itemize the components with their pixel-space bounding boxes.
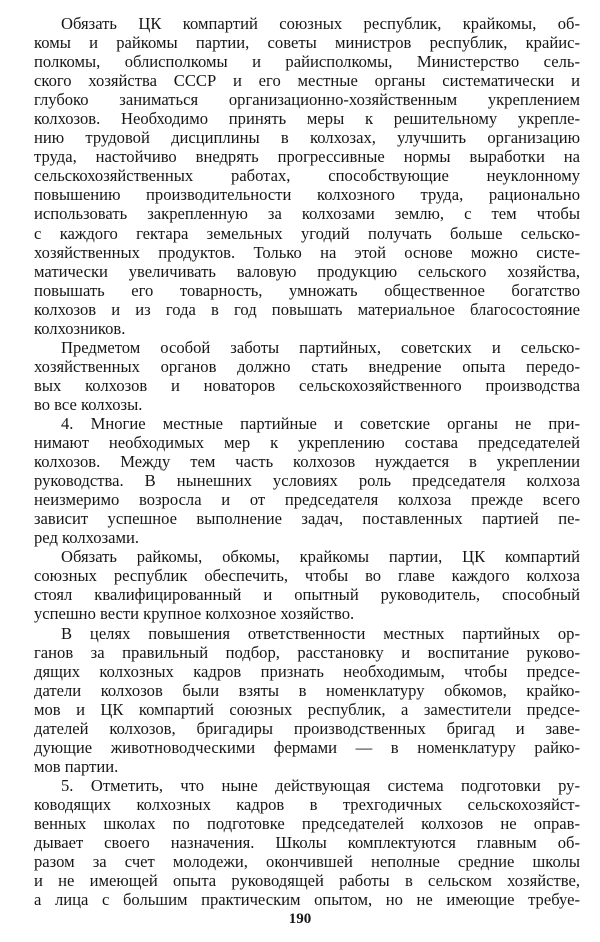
text-line: труда, настойчиво внедрять прогрессивные нормы выработки на [34,147,580,167]
text-line: комы и райкомы партии, советы министров республик, крайис- [34,33,580,53]
text-line: полкомы, облисполкомы и райисполкомы, Министерство сель- [34,52,580,72]
text-line: колхозников. [34,318,126,338]
text-line: хозяйственных продуктов. Только на этой основе можно систе- [34,242,580,262]
text-line: союзных республик обеспечить, чтобы во главе каждого колхоза [34,566,580,586]
page-number: 190 [288,911,312,927]
paragraph [34,776,580,909]
text-line: мов партии. [34,756,119,776]
text-line: зависит успешное выполнение задач, поставленных партией пе- [34,509,580,529]
text-line: 5. Отметить, что ныне действующая система подготовки ру- [61,775,580,795]
paragraph [34,338,580,414]
text-line: использовать закрепленную за колхозами землю, с тем чтобы [34,204,580,224]
text-line: Обязать ЦК компартий союзных республик, крайкомы, об- [61,14,580,33]
text-line: повышать его товарность, умножать общественное богатство [34,280,580,300]
text-line: дящих колхозных кадров признать необходимым, чтобы предсе- [34,661,580,681]
text-line: хозяйственных органов должно стать внедрение опыта передо- [34,356,580,376]
text-line: ганов за правильный подбор, расстановку и воспитание руково- [34,642,580,662]
text-line: мов и ЦК компартий союзных республик, а заместители предсе- [34,699,580,719]
text-line: датели колхозов были взяты в номенклатуру обкомов, крайко- [34,680,580,700]
text-line: 4. Многие местные партийные и советские органы не при- [61,413,580,433]
text-line: Предметом особой заботы партийных, советских и сельско- [61,337,580,357]
text-line: разом за счет молодежи, окончившей неполные средние школы [34,852,580,872]
text-line: во все колхозы. [34,394,143,414]
text-line: нию трудовой дисциплины в колхозах, улучшить организацию [34,128,580,148]
text-line: глубоко заниматься организационно-хозяйственным укреплением [34,90,580,110]
text-line: колхозов и из года в год повышать материальное благосостояние [34,299,580,319]
text-line: стоял квалифицированный и опытный руководитель, способный [34,585,580,605]
text-line: а лица с большим практическим опытом, но не имеющие требуе- [34,890,580,910]
text-line: матически увеличивать валовую продукцию сельского хозяйства, [34,261,580,281]
text-line: ред колхозами. [34,528,140,548]
text-line: вых колхозов и новаторов сельскохозяйственного производства [34,375,580,395]
text-line: дующие животноводческими фермами — в номенклатуру райко- [34,737,580,757]
paragraph [34,547,580,623]
text-line: В целях повышения ответственности местных партийных ор- [61,623,580,643]
paragraph [34,14,580,338]
paragraph [34,414,580,547]
text-line: дателей колхозов, бригадиры производственных бригад и заве- [34,718,580,738]
text-line: колхозов. Между тем часть колхозов нуждается в укреплении [34,452,580,472]
text-line: ского хозяйства СССР и его местные органы систематически и [34,71,580,91]
text-line: колхозов. Необходимо принять меры к решительному укрепле- [34,109,580,129]
text-line: с каждого гектара земельных угодий получать больше сельско- [34,223,580,243]
text-line: повышению производительности колхозного труда, рационально [34,185,580,205]
text-line: Обязать райкомы, обкомы, крайкомы партии, ЦК компартий [61,547,580,567]
text-line: нимают необходимых мер к укреплению состава председателей [34,433,580,453]
text-line: и не имеющей опыта руководящей работы в сельском хозяйстве, [34,871,580,891]
text-line: венных школах по подготовке председателей колхозов не оправ- [34,813,580,833]
text-line: дывает своего назначения. Школы комплектуются главным об- [34,833,580,853]
text-line: успешно вести крупное колхозное хозяйство. [34,604,355,624]
text-line: ководящих колхозных кадров в трехгодичных сельскохозяйст- [34,794,580,814]
text-line: сельскохозяйственных работах, способствующие неуклонному [34,166,580,186]
document-page [34,14,580,909]
paragraph [34,624,580,776]
text-line: руководства. В нынешних условиях роль председателя колхоза [34,471,580,491]
text-line: неизмеримо возросла и от председателя колхоза прежде всего [34,490,580,510]
